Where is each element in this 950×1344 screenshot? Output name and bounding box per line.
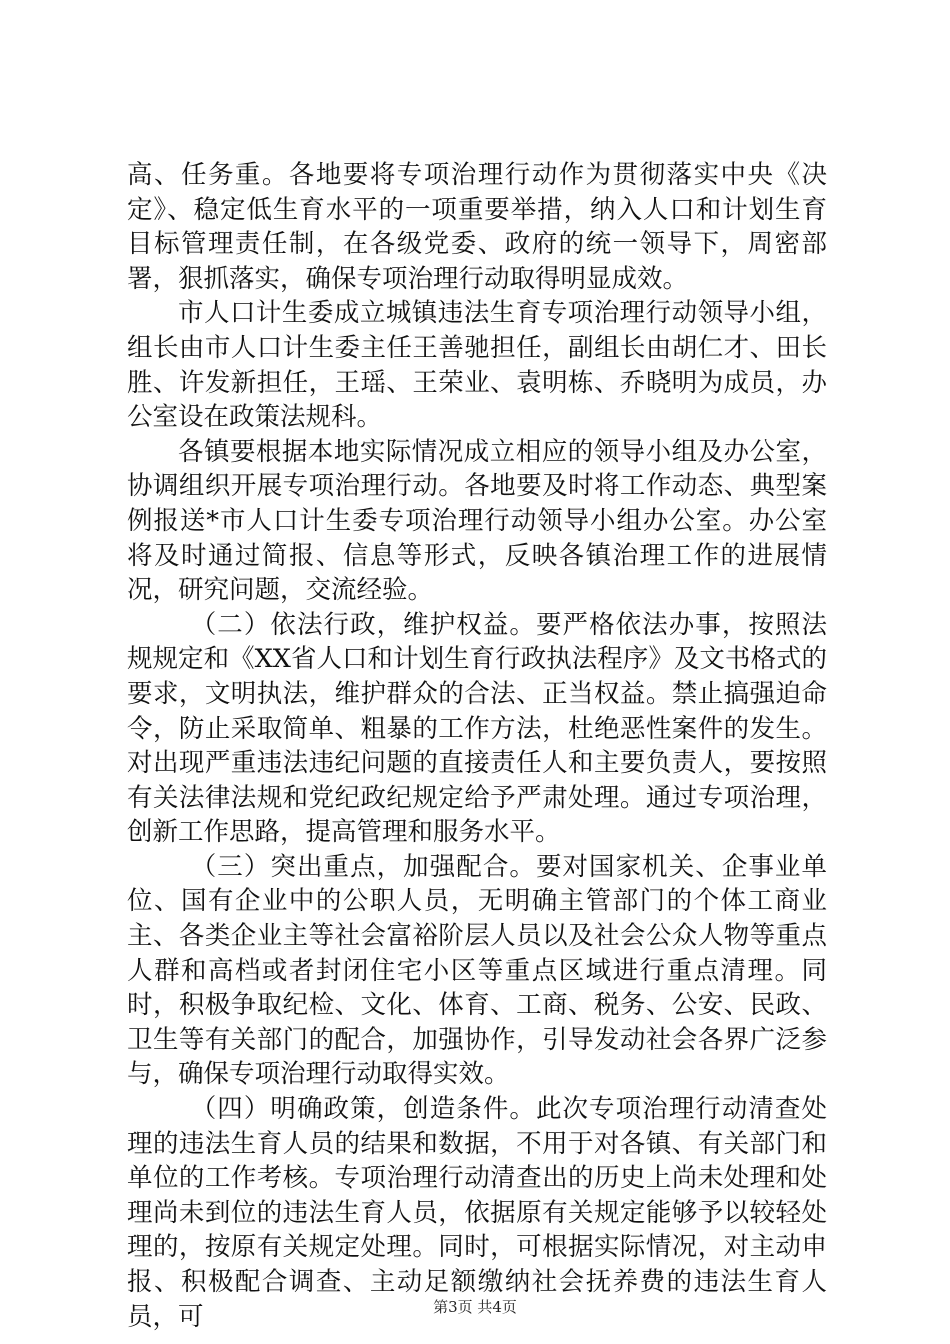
paragraph-section-four: （四）明确政策，创造条件。此次专项治理行动清查处理的违法生育人员的结果和数据，不用于对各镇、有关部门和单位的工作考核。专项治理行动清查出的历史上尚未处理和处理尚未到位的违法生育人员，依据原有关规定能够予以较轻处理的，按原有关规定处理。同时，可根据实际情况，对主动申报、积极配合调查、主动足额缴纳社会抚养费的违法生育人员，可 bbox=[127, 1094, 827, 1332]
paragraph-section-two: （二）依法行政，维护权益。要严格依法办事，按照法规规定和《XX省人口和计划生育行政执法程序》及文书格式的要求，文明执法，维护群众的合法、正当权益。禁止搞强迫命令，防止采取简单、粗暴的工作方法，杜绝恶性案件的发生。对出现严重违法违纪问题的直接责任人和主要负责人，要按照有关法律法规和党纪政纪规定给予严肃处理。通过专项治理，创新工作思路，提高管理和服务水平。 bbox=[127, 609, 827, 848]
paragraph-leading-group: 市人口计生委成立城镇违法生育专项治理行动领导小组，组长由市人口计生委主任王善驰担任，副组长由胡仁才、田长胜、许发新担任，王瑶、王荣业、袁明栋、乔晓明为成员，办公室设在政策法规科。 bbox=[127, 298, 827, 433]
paragraph-section-three: （三）突出重点，加强配合。要对国家机关、企事业单位、国有企业中的公职人员，无明确主管部门的个体工商业主、各类企业主等社会富裕阶层人员以及社会公众人物等重点人群和高档或者封闭住宅小区等重点区域进行重点清理。同时，积极争取纪检、文化、体育、工商、税务、公安、民政、卫生等有关部门的配合，加强协作，引导发动社会各界广泛参与，确保专项治理行动取得实效。 bbox=[127, 851, 827, 1090]
paragraph-continuation: 高、任务重。各地要将专项治理行动作为贯彻落实中央《决定》、稳定低生育水平的一项重要举措，纳入人口和计划生育目标管理责任制，在各级党委、政府的统一领导下，周密部署，狠抓落实，确保专项治理行动取得明显成效。 bbox=[127, 160, 827, 294]
paragraph-town-offices: 各镇要根据本地实际情况成立相应的领导小组及办公室，协调组织开展专项治理行动。各地要及时将工作动态、典型案例报送*市人口计生委专项治理行动领导小组办公室。办公室将及时通过简报、信息等形式，反映各镇治理工作的进展情况，研究问题，交流经验。 bbox=[127, 436, 827, 606]
document-body bbox=[127, 158, 827, 1334]
page-number-footer: 第3页 共4页 bbox=[433, 1298, 517, 1316]
